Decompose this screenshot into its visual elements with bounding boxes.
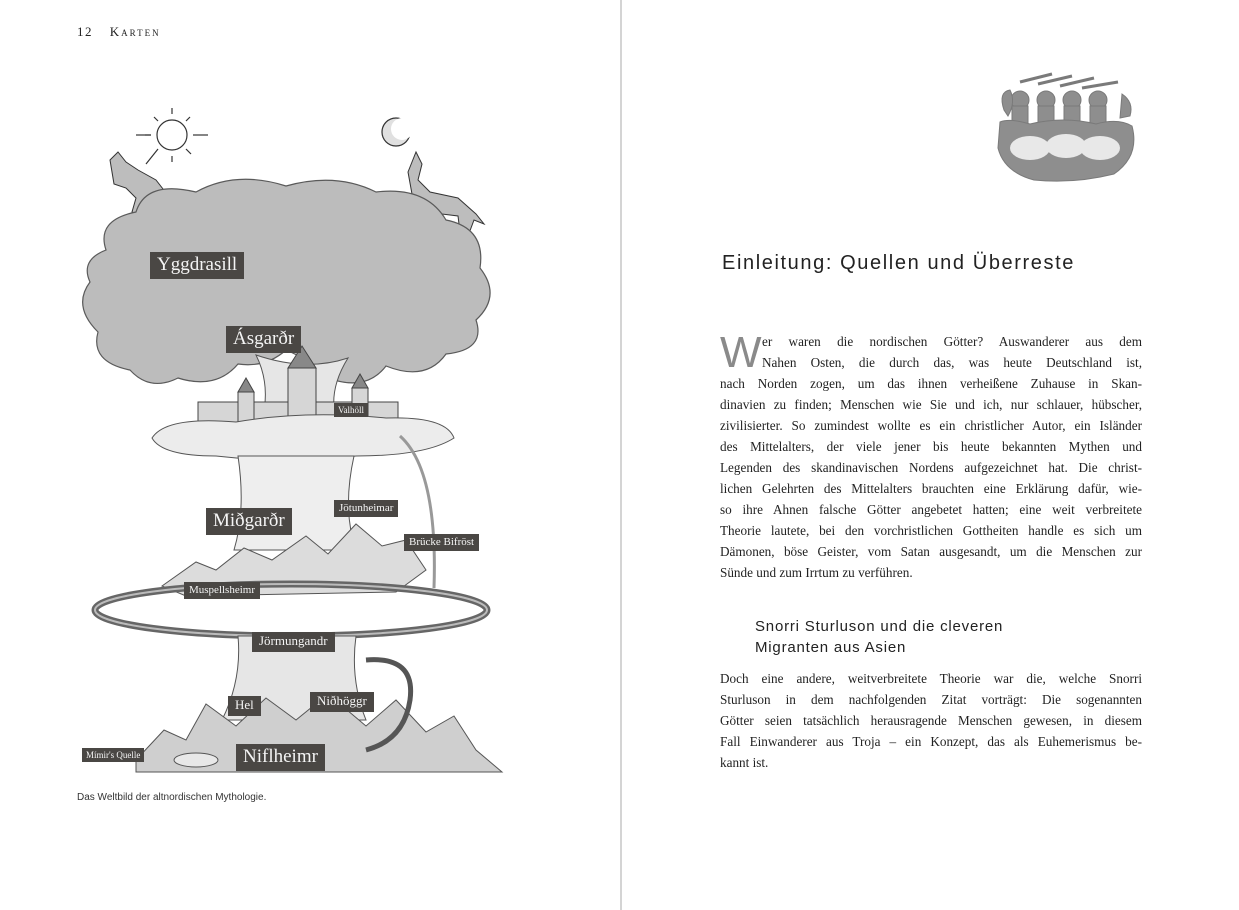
paragraph-2: [720, 668, 1142, 773]
viking-ship-icon: [990, 72, 1140, 188]
running-title: Karten: [109, 24, 161, 39]
label-hel: Hel: [228, 696, 261, 716]
asgard-platform: [152, 415, 454, 460]
text-line: Götter seien tatsächlich herausragende Menschen gewesen, in diesem: [720, 713, 1142, 728]
label-asgard: Ásgarðr: [226, 326, 301, 353]
text-line: des Mittelalters, der viele jener bis heute bekannten Mythen und: [720, 439, 1142, 454]
text-line: so ihre Ahnen falsche Götter angebetet hatten; eine weit verbreitete: [720, 502, 1142, 517]
section-subheading: [755, 616, 1003, 658]
text-line: Doch eine andere, weitverbreitete Theorie war die, welche Snorri: [720, 671, 1142, 686]
label-midgard: Miðgarðr: [206, 508, 292, 535]
text-line: zivilisierter. So zumindest wollte es ein christlicher Autor, ein Isländer: [720, 418, 1142, 433]
text-line: Theorie lautete, bei den vorchristlichen Gottheiten handle es sich um: [720, 523, 1142, 538]
label-nidhoggr: Niðhöggr: [310, 692, 374, 712]
text-line: er waren die nordischen Götter? Auswanderer aus dem: [762, 334, 1142, 349]
label-jormungandr: Jörmungandr: [252, 632, 335, 652]
subheading-line: Snorri Sturluson und die cleveren: [755, 618, 1004, 635]
label-jotunheimar: Jötunheimar: [334, 500, 398, 517]
text-line: kannt ist.: [720, 755, 769, 770]
text-line: Dämonen, böse Geister, vom Satan ausgesandt, um die Menschen zur: [720, 544, 1142, 559]
text-line: nach Norden zogen, um das ihnen verheißene Zuhause in Skan-: [720, 376, 1142, 391]
text-line: Sturluson in dem nachfolgenden Zitat vorträgt: Die sogenannten: [720, 692, 1142, 707]
label-niflheimr: Niflheimr: [236, 744, 325, 771]
text-line: Sünde und zum Irrtum zu verführen.: [720, 565, 913, 580]
label-mimir: Mímir's Quelle: [82, 748, 144, 762]
mimir-well-icon: [174, 753, 218, 767]
figure-caption: Das Weltbild der altnordischen Mythologie.: [77, 792, 267, 803]
running-head: [77, 24, 161, 40]
sun-icon: [136, 108, 208, 164]
label-valholl: Valhöll: [334, 403, 368, 417]
paragraph-1: [720, 328, 1142, 583]
yggdrasil-drawing: [66, 100, 526, 790]
text-line: lichen Gelehrten des Mittelalters brauchten eine Erklärung dafür, wie-: [720, 481, 1142, 496]
text-line: dinavien zu finden; Menschen wie Sie und ich, nur schlauer, hübscher,: [720, 397, 1142, 412]
subheading-line: Migranten aus Asien: [755, 639, 907, 656]
label-muspellsheimr: Muspellsheimr: [184, 582, 260, 599]
world-tree-illustration: [66, 100, 526, 790]
text-line: Fall Einwanderer aus Troja – ein Konzept, das als Euhemerismus be-: [720, 734, 1142, 749]
chapter-title: Einleitung: Quellen und Überreste: [722, 252, 1075, 274]
text-line: Nahen Osten, die durch das, was heute Deutschland ist,: [762, 355, 1142, 370]
label-yggdrasill: Yggdrasill: [150, 252, 244, 279]
moon-icon: [382, 118, 413, 146]
text-line: Legenden des skandinavischen Nordens aufgezeichnet hat. Die christ-: [720, 460, 1142, 475]
drop-cap: W: [720, 328, 762, 377]
page-number: 12: [77, 24, 93, 39]
label-bifrost: Brücke Bifröst: [404, 534, 479, 551]
